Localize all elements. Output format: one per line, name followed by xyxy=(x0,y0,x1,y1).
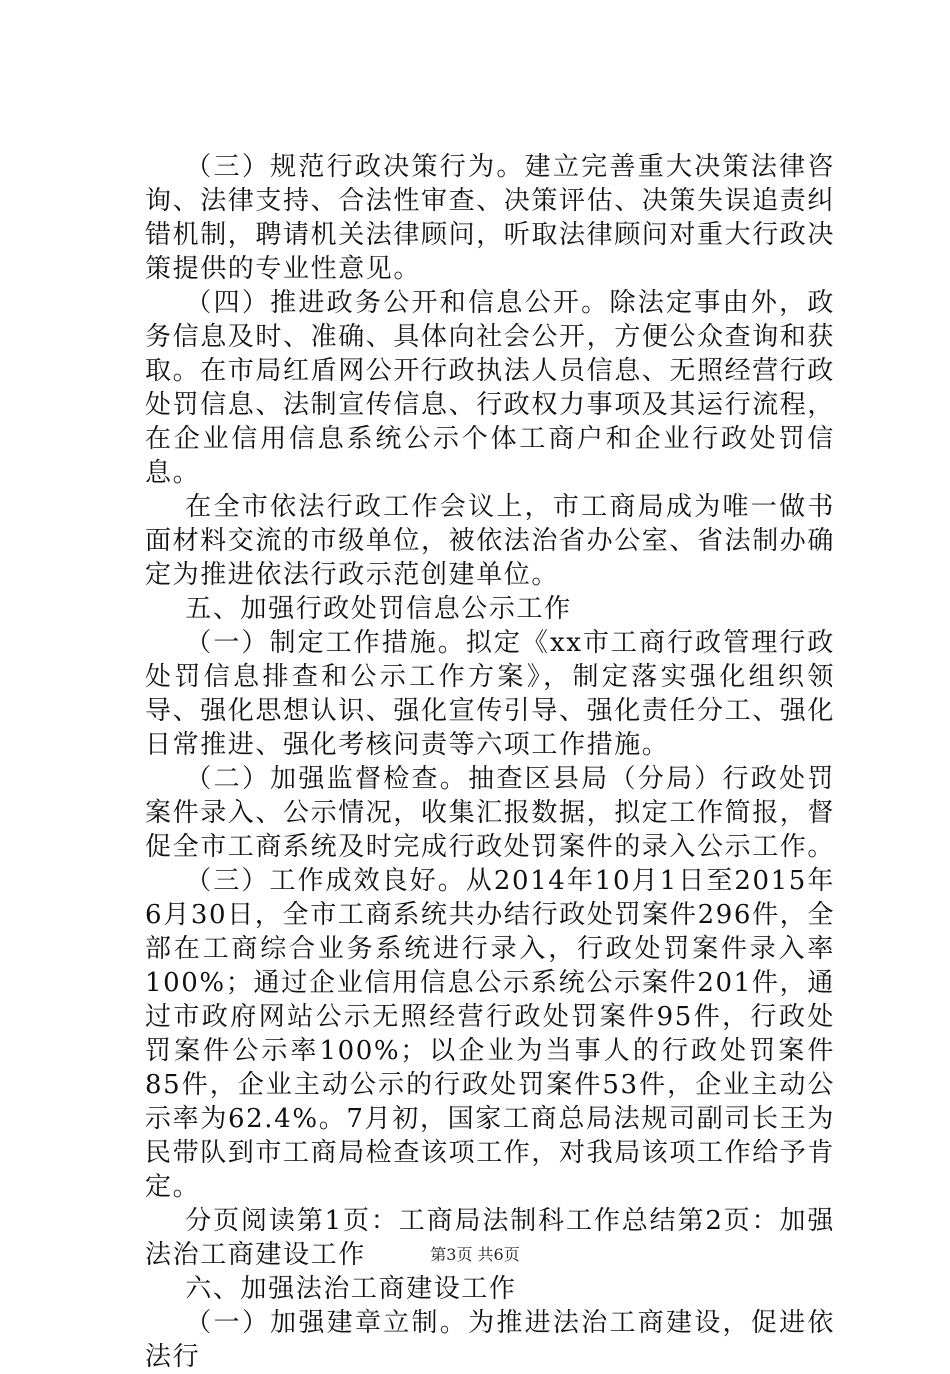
paragraph-rules: （一）加强建章立制。为推进法治工商建设，促进依法行 xyxy=(145,1308,835,1372)
paragraph-open-government: （四）推进政务公开和信息公开。除法定事由外，政务信息及时、准确、具体向社会公开，方便公众查询和获取。在市局红盾网公开行政执法人员信息、无照经营行政处罚信息、法制宣传信息、行政权力事项及其运行流程，在企业信用信息系统公示个体工商户和企业行政处罚信息。 xyxy=(145,288,836,488)
paragraph-demonstration-unit: 在全市依法行政工作会议上，市工商局成为唯一做书面材料交流的市级单位，被依法治省办公室、省法制办确定为推进依法行政示范创建单位。 xyxy=(145,492,836,590)
section-heading-six: 六、加强法治工商建设工作 xyxy=(185,1274,517,1304)
paragraph-decision-making: （三）规范行政决策行为。建立完善重大决策法律咨询、法律支持、合法性审查、决策评估、决策失误追责纠错机制，聘请机关法律顾问，听取法律顾问对重大行政决策提供的专业性意见。 xyxy=(145,152,836,284)
paragraph-supervision: （二）加强监督检查。抽查区县局（分局）行政处罚案件录入、公示情况，收集汇报数据，拟定工作简报，督促全市工商系统及时完成行政处罚案件的录入公示工作。 xyxy=(145,764,836,862)
document-body xyxy=(145,150,835,1374)
section-heading-five: 五、加强行政处罚信息公示工作 xyxy=(185,594,572,624)
page-footer: 第3页 共6页 xyxy=(430,1245,520,1264)
paragraph-work-measures: （一）制定工作措施。拟定《xx市工商行政管理行政处罚信息排查和公示工作方案》，制定落实强化组织领导、强化思想认识、强化宣传引导、强化责任分工、强化日常推进、强化考核问责等六项工作措施。 xyxy=(145,628,836,760)
paragraph-results: （三）工作成效良好。从2014年10月1日至2015年6月30日，全市工商系统共办结行政处罚案件296件，全部在工商综合业务系统进行录入，行政处罚案件录入率100%；通过企业信用信息公示系统公示案件201件，通过市政府网站公示无照经营行政处罚案件95件，行政处罚案件公示率100%；以企业为当事人的行政处罚案件85件，企业主动公示的行政处罚案件53件，企业主动公示率为62.4%。7月初，国家工商总局法规司副司长王为民带队到市工商局检查该项工作，对我局该项工作给予肯定。 xyxy=(145,866,836,1202)
paragraph-page-navigation: 分页阅读第1页：工商局法制科工作总结第2页：加强法治工商建设工作 xyxy=(145,1206,835,1270)
